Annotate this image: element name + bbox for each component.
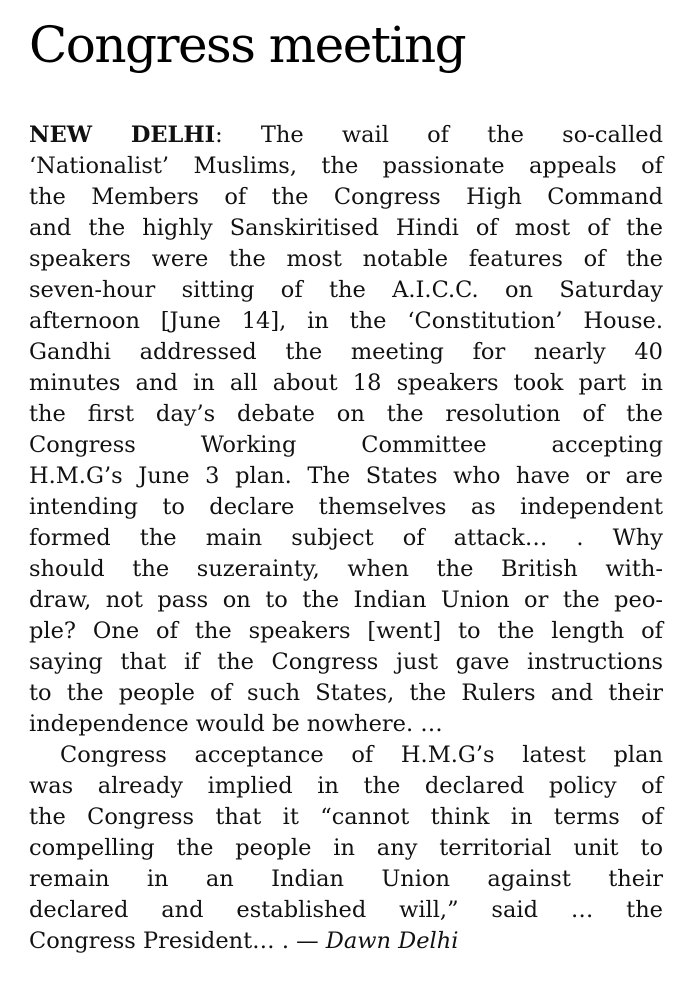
text-line: Gandhi addressed the meeting for nearly 40 <box>29 339 663 365</box>
text-line: Congress Working Committee accepting <box>29 432 663 458</box>
text-line: saying that if the Congress just gave instructions <box>29 649 663 675</box>
article <box>29 14 663 957</box>
text-line: minutes and in all about 18 speakers took part in <box>29 370 663 396</box>
text-line: draw, not pass on to the Indian Union or the peo- <box>29 587 663 613</box>
text-line: NEW DELHI: The wail of the so-called <box>29 122 663 148</box>
text-line: and the highly Sanskiritised Hindi of most of the <box>29 215 663 241</box>
text-line: was already implied in the declared policy of <box>29 773 663 799</box>
text-line: should the suzerainty, when the British with- <box>29 556 663 582</box>
text-line: compelling the people in any territorial unit to <box>29 835 663 861</box>
text-line: ple? One of the speakers [went] to the length of <box>29 618 663 644</box>
text-line: ‘Nationalist’ Muslims, the passionate appeals of <box>29 153 663 179</box>
paragraph-1 <box>29 120 663 740</box>
text-line: Congress acceptance of H.M.G’s latest plan <box>60 742 663 768</box>
text-line: independence would be nowhere. … <box>29 711 443 737</box>
text-line: declared and established will,” said … the <box>29 897 663 923</box>
text-line: the Members of the Congress High Command <box>29 184 663 210</box>
text-line: formed the main subject of attack… . Why <box>29 525 663 551</box>
text-line: Congress President… . — Dawn Delhi <box>29 928 459 954</box>
headline: Congress meeting <box>29 16 466 74</box>
text-line: the first day’s debate on the resolution of the <box>29 401 663 427</box>
text-line: remain in an Indian Union against their <box>29 866 663 892</box>
article-body <box>29 120 663 957</box>
text-line: intending to declare themselves as independent <box>29 494 663 520</box>
source-credit: Dawn Delhi <box>325 928 459 954</box>
text-line: to the people of such States, the Rulers and their <box>29 680 663 706</box>
dateline: NEW DELHI <box>29 122 216 148</box>
text-line: the Congress that it “cannot think in terms of <box>29 804 663 830</box>
text-line: seven-hour sitting of the A.I.C.C. on Saturday <box>29 277 663 303</box>
text-line: afternoon [June 14], in the ‘Constitution’ House. <box>29 308 663 334</box>
paragraph-2 <box>29 740 663 957</box>
text-line: H.M.G’s June 3 plan. The States who have or are <box>29 463 663 489</box>
text-line: speakers were the most notable features of the <box>29 246 663 272</box>
